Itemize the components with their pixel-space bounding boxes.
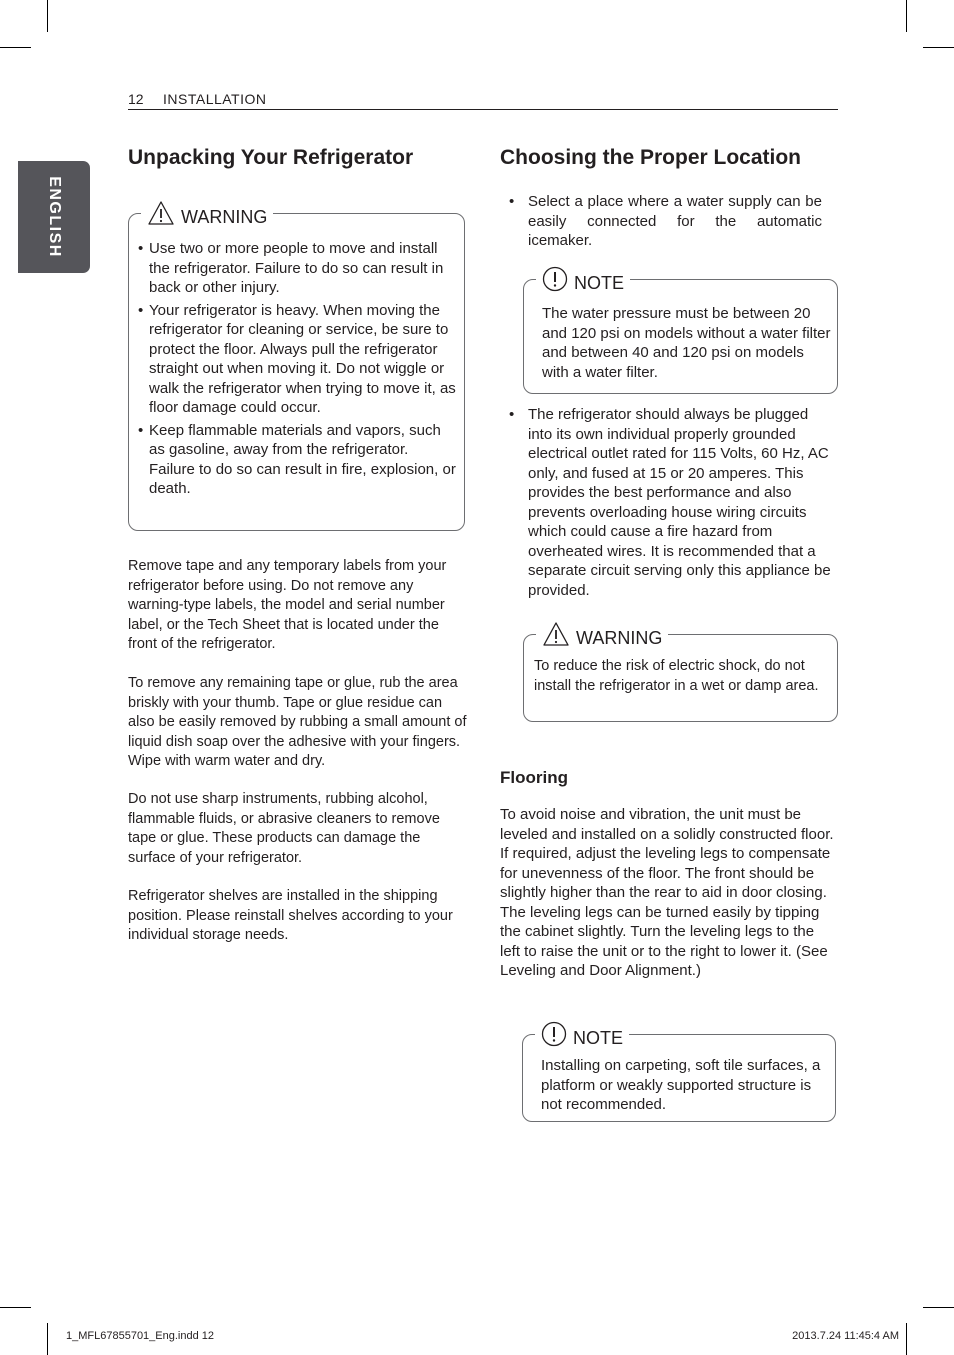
warning-header	[536, 621, 668, 654]
page-number: 12	[128, 91, 144, 107]
note-body: The water pressure must be between 20 and 120 psi on models without a water filter and between 40 and 120 psi on models with a water filter.	[542, 305, 831, 381]
paragraph: Remove tape and any temporary labels from your refrigerator before using. Do not remove any warning-type labels, the model and serial number label, or the Tech Sheet that is located under the front of the refrigerator.	[128, 558, 447, 652]
crop-mark	[906, 1323, 907, 1355]
warning-item: • Use two or more people to move and install the refrigerator. Failure to do so can result in back or other injury.	[138, 239, 458, 298]
crop-mark	[923, 47, 954, 48]
note-box-flooring	[522, 1027, 836, 1122]
warning-triangle-icon	[542, 621, 570, 654]
warning-item: • Keep flammable materials and vapors, such as gasoline, away from the refrigerator. Failure to do so can result in fire, explosion, or death.	[138, 421, 458, 499]
footer-timestamp: 2013.7.24 11:45:4 AM	[792, 1330, 899, 1342]
language-tab	[18, 161, 90, 273]
paragraph: To remove any remaining tape or glue, rub the area briskly with your thumb. Tape or glue residue can also be easily removed by rubbing a small amount of liquid dish soap over the adhesive with your fingers. Wipe with warm water and dry.	[128, 675, 467, 769]
location-bullets-1	[500, 192, 822, 251]
crop-mark	[47, 1323, 48, 1355]
warning-item: • Your refrigerator is heavy. When moving the refrigerator for cleaning or service, be sure to protect the floor. Always pull the refrigerator straight out when moving it. Do not wiggle or walk the refrigerator when trying to move it, as floor damage could occur.	[138, 301, 458, 418]
note-header	[536, 266, 630, 299]
note-box-water-pressure	[523, 272, 838, 394]
exclamation-circle-icon	[542, 266, 568, 299]
footer-file: 1_MFL67855701_Eng.indd 12	[66, 1330, 215, 1342]
note-header	[535, 1021, 629, 1054]
warning-box-unpacking	[128, 206, 465, 531]
note-label: NOTE	[573, 1027, 624, 1048]
left-section-title: Unpacking Your Refrigerator	[128, 146, 414, 169]
header-rule	[128, 109, 838, 110]
warning-label: WARNING	[576, 627, 663, 648]
right-section-title: Choosing the Proper Location	[500, 146, 802, 169]
crop-mark	[0, 47, 31, 48]
warning-body: To reduce the risk of electric shock, do not install the refrigerator in a wet or damp area.	[534, 658, 819, 694]
list-item: • Select a place where a water supply can be easily connected for the automatic icemaker.	[500, 192, 822, 251]
crop-mark	[906, 0, 907, 32]
crop-mark	[0, 1307, 31, 1308]
warning-label: WARNING	[181, 206, 268, 227]
note-label: NOTE	[574, 272, 625, 293]
warning-triangle-icon	[147, 200, 175, 233]
crop-mark	[47, 0, 48, 32]
location-bullets-2	[500, 405, 836, 600]
flooring-paragraph: To avoid noise and vibration, the unit must be leveled and installed on a solidly constructed floor. If required, adjust the leveling legs to compensate for unevenness of the floor. The front should be slightly higher than the rear to aid in door closing. The leveling legs can be turned easily by tipping the cabinet slightly. Turn the leveling legs to the left to raise the unit or to the right to lower it. (See Leveling and Door Alignment.)	[500, 806, 834, 979]
language-tab-label: ENGLISH	[46, 176, 63, 258]
flooring-title: Flooring	[500, 768, 568, 787]
section-title: INSTALLATION	[163, 91, 267, 107]
paragraph: Refrigerator shelves are installed in the shipping position. Please reinstall shelves according to your individual storage needs.	[128, 888, 453, 943]
paragraph: Do not use sharp instruments, rubbing alcohol, flammable fluids, or abrasive cleaners to remove tape or glue. These products can damage the surface of your refrigerator.	[128, 791, 440, 866]
list-item: • The refrigerator should always be plugged into its own individual properly grounded electrical outlet rated for 115 Volts, 60 Hz, AC only, and fused at 15 or 20 amperes. This provides the best performance and also prevents overloading house wiring circuits which could cause a fire hazard from overheated wires. It is recommended that a separate circuit serving only this appliance be provided.	[500, 405, 836, 600]
crop-mark	[923, 1307, 954, 1308]
exclamation-circle-icon	[541, 1021, 567, 1054]
warning-header	[141, 200, 273, 233]
warning-box-shock	[523, 627, 838, 722]
warning-body	[138, 239, 458, 502]
note-body: Installing on carpeting, soft tile surfaces, a platform or weakly supported structure is not recommended.	[541, 1057, 821, 1113]
